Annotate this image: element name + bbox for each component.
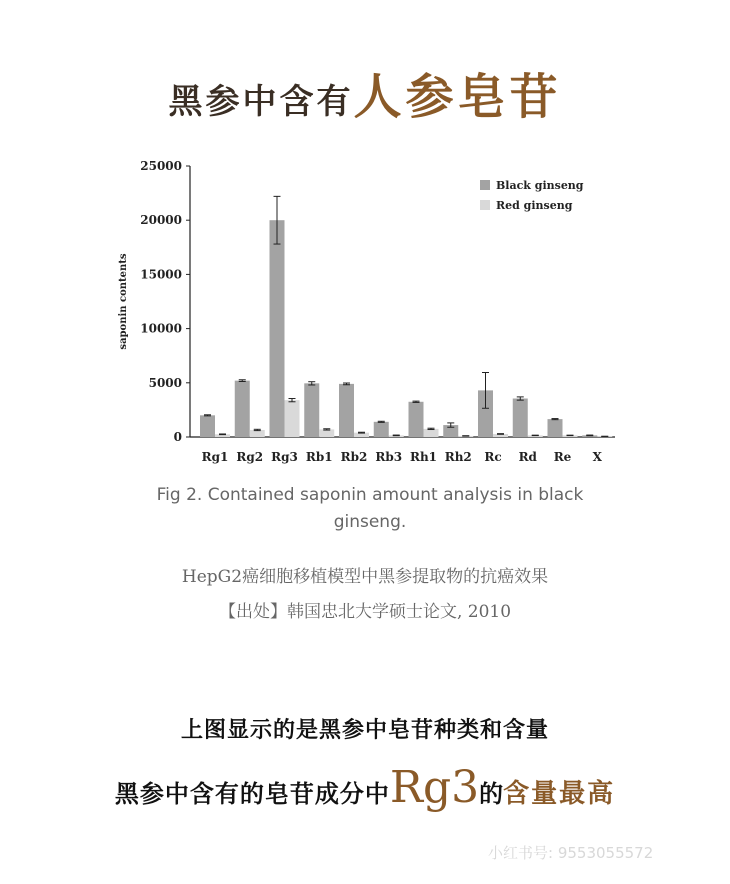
bar-red-ginseng-rh1 (424, 429, 439, 437)
x-tick-label: Rb2 (340, 450, 368, 464)
study-subtitle: HepG2癌细胞移植模型中黑参提取物的抗癌效果 (181, 567, 549, 587)
figure-caption: Fig 2. Contained saponin amount analysis in black ginseng. (156, 485, 584, 532)
conclusion-part4: 含量最高 (503, 779, 616, 809)
bar-black-ginseng-rb2 (339, 384, 354, 437)
bar-black-ginseng-rg3 (270, 220, 285, 437)
bar-black-ginseng-rb1 (304, 383, 319, 437)
legend-label: Black ginseng (496, 179, 584, 192)
conclusion-line (0, 762, 730, 813)
page-title (0, 58, 730, 127)
x-tick-label: Rh2 (444, 450, 472, 464)
title-part2: 人参皂苷 (353, 69, 562, 125)
title-part1: 黑参中含有 (168, 82, 354, 122)
x-tick-label: Rh1 (409, 450, 438, 464)
summary-line: 上图显示的是黑参中皂苷种类和含量 (180, 717, 549, 743)
y-tick-label: 5000 (148, 375, 182, 390)
watermark: 小红书号: 9553055572 (488, 844, 654, 862)
y-tick-label: 10000 (140, 321, 182, 336)
bar-red-ginseng-rg3 (285, 400, 300, 437)
bar-black-ginseng-rg2 (235, 381, 250, 437)
legend-swatch (480, 180, 490, 190)
y-axis-label: saponin contents (118, 253, 129, 350)
y-tick-label: 0 (173, 430, 182, 444)
legend-swatch (480, 200, 490, 210)
x-tick-label: Rd (518, 450, 537, 464)
bar-black-ginseng-rh1 (409, 402, 424, 437)
x-tick-label: Rb3 (375, 450, 403, 464)
bar-black-ginseng-rg1 (200, 415, 215, 437)
x-tick-label: Rg3 (271, 450, 298, 464)
conclusion-part1: 黑参中含有的皂苷成分中 (114, 779, 390, 808)
conclusion-highlight: Rg3 (389, 762, 480, 813)
legend-label: Red ginseng (496, 199, 573, 212)
x-tick-label: Rg1 (201, 450, 229, 464)
bar-black-ginseng-rb3 (374, 422, 389, 437)
x-tick-label: Rc (484, 450, 502, 464)
source-citation: 【出处】韩国忠北大学硕士论文, 2010 (218, 602, 512, 622)
bar-black-ginseng-rd (513, 399, 528, 437)
x-tick-label: Re (553, 450, 572, 464)
x-tick-label: X (592, 450, 602, 464)
y-tick-label: 25000 (140, 159, 182, 173)
x-tick-label: Rg2 (236, 450, 264, 464)
y-tick-label: 15000 (140, 267, 182, 282)
y-tick-label: 20000 (140, 213, 182, 228)
x-tick-label: Rb1 (305, 450, 333, 464)
saponin-bar-chart (100, 150, 620, 470)
bar-black-ginseng-re (548, 419, 563, 437)
conclusion-part3: 的 (479, 779, 504, 808)
